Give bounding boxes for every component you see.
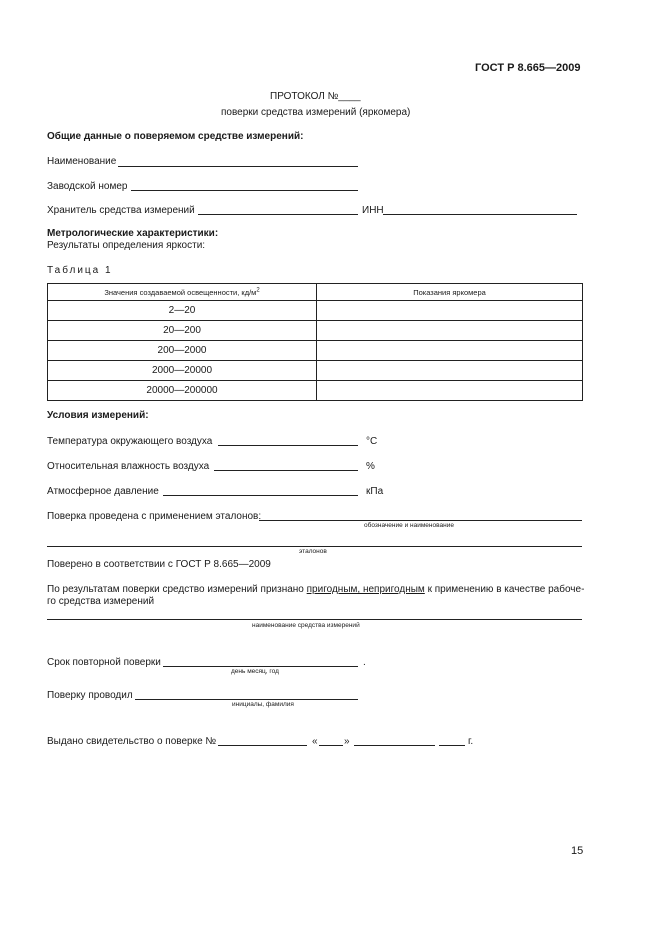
table-row xyxy=(48,321,583,341)
certificate-label: Выдано свидетельство о поверке № xyxy=(47,736,217,747)
illuminance-range: 200—2000 xyxy=(48,341,317,361)
brightness-table xyxy=(47,283,583,401)
performer-field-line[interactable] xyxy=(135,699,358,700)
reading-cell[interactable] xyxy=(317,321,583,341)
verification-result-line2: го средства измерений xyxy=(47,596,155,607)
reading-cell[interactable] xyxy=(317,301,583,321)
keeper-label: Хранитель средства измерений xyxy=(47,205,195,216)
reading-cell[interactable] xyxy=(317,381,583,401)
performer-note: инициалы, фамилия xyxy=(232,701,294,708)
etalons-note-etalons: эталонов xyxy=(299,548,327,555)
serial-label: Заводской номер xyxy=(47,181,128,192)
illuminance-range: 20000—200000 xyxy=(48,381,317,401)
verification-standard: Поверено в соответствии с ГОСТ Р 8.665—2009 xyxy=(47,559,271,570)
metrology-heading: Метрологические характеристики: xyxy=(47,228,219,239)
table-row xyxy=(48,381,583,401)
instrument-name-note: наименование средства измерений xyxy=(252,622,360,629)
table-row xyxy=(48,341,583,361)
results-label: Результаты определения яркости: xyxy=(47,240,206,251)
etalons-field-line[interactable] xyxy=(259,520,582,521)
next-verification-dot: . xyxy=(363,657,366,668)
col-readings-header: Показания яркомера xyxy=(317,284,583,301)
next-verification-label: Срок повторной поверки xyxy=(47,657,161,668)
humidity-field-line[interactable] xyxy=(214,470,358,471)
year-suffix: г. xyxy=(468,736,474,747)
verification-result: По результатам поверки средство измерений признано пригодным, непригодным к применению в качестве рабоче- xyxy=(47,584,585,595)
illuminance-range: 2—20 xyxy=(48,301,317,321)
certificate-year-line[interactable] xyxy=(439,745,465,746)
etalons-label: Поверка проведена с применением эталонов: xyxy=(47,511,262,522)
temperature-field-line[interactable] xyxy=(218,445,358,446)
temperature-label: Температура окружающего воздуха xyxy=(47,436,213,447)
humidity-label: Относительная влажность воздуха xyxy=(47,461,210,472)
next-verification-note: день месяц, год xyxy=(231,668,279,675)
etalons-note-designation: обозначение и наименование xyxy=(364,522,454,529)
serial-field-line[interactable] xyxy=(131,190,358,191)
table-row xyxy=(48,301,583,321)
pressure-unit: кПа xyxy=(366,486,384,497)
illuminance-range: 20—200 xyxy=(48,321,317,341)
name-field-line[interactable] xyxy=(118,166,358,167)
table-header-row xyxy=(48,284,583,301)
certificate-month-line[interactable] xyxy=(354,745,435,746)
certificate-day-line[interactable] xyxy=(319,745,343,746)
protocol-subtitle: поверки средства измерений (яркомера) xyxy=(221,107,411,118)
inn-field-line[interactable] xyxy=(383,214,577,215)
quote-open: « xyxy=(312,736,318,747)
temperature-unit: °С xyxy=(366,436,378,447)
illuminance-range: 2000—20000 xyxy=(48,361,317,381)
conditions-heading: Условия измерений: xyxy=(47,410,149,421)
reading-cell[interactable] xyxy=(317,361,583,381)
performer-label: Поверку проводил xyxy=(47,690,133,701)
protocol-title: ПРОТОКОЛ №____ xyxy=(270,91,361,102)
general-heading: Общие данные о поверяемом средстве измерений: xyxy=(47,131,304,142)
pressure-label: Атмосферное давление xyxy=(47,486,159,497)
humidity-unit: % xyxy=(366,461,375,472)
certificate-number-line[interactable] xyxy=(218,745,307,746)
table-row xyxy=(48,361,583,381)
reading-cell[interactable] xyxy=(317,341,583,361)
pressure-field-line[interactable] xyxy=(163,495,358,496)
col-illuminance-header: Значения создаваемой освещенности, $кд/м^2$ xyxy=(48,284,317,301)
inn-label: ИНН xyxy=(362,205,384,216)
next-verification-field-line[interactable] xyxy=(163,666,358,667)
suitability-choice[interactable]: пригодным, непригодным xyxy=(306,584,425,595)
etalons-field-line-2[interactable] xyxy=(47,546,582,547)
page-number: 15 xyxy=(571,845,584,857)
quote-close: » xyxy=(344,736,350,747)
table-caption: Таблица 1 xyxy=(47,265,113,276)
doc-code: ГОСТ Р 8.665—2009 xyxy=(475,62,581,74)
name-label: Наименование xyxy=(47,156,117,167)
instrument-name-line[interactable] xyxy=(47,619,582,620)
keeper-field-line[interactable] xyxy=(198,214,358,215)
